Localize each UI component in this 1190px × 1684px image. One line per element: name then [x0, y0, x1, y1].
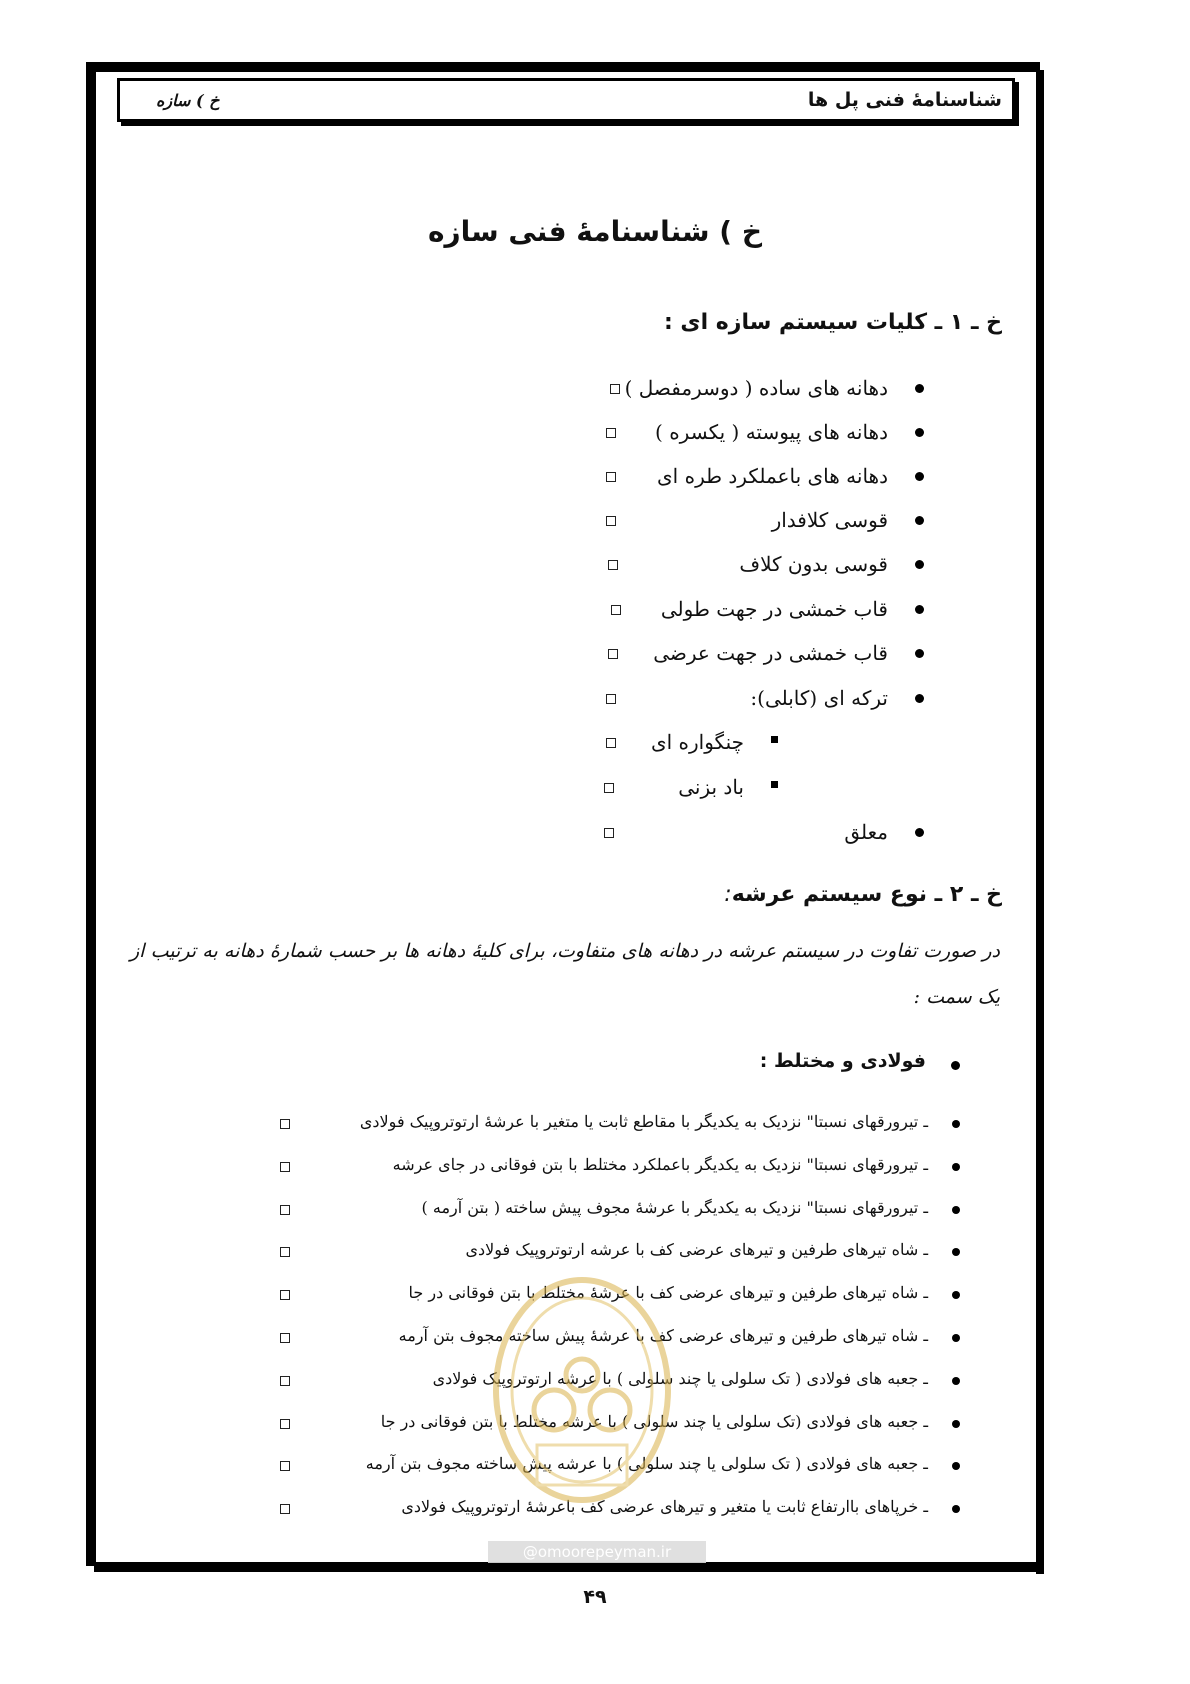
- bullet-icon: [952, 1377, 960, 1385]
- square-bullet-icon: [771, 736, 778, 743]
- page-frame-bottom: [94, 1562, 1044, 1572]
- section2-item: ـ شاه تیرهای طرفین و تیرهای عرضی کف با عرشه ارتوتروپیک فولادی: [465, 1240, 928, 1259]
- section2-item: ـ خرپاهای باارتفاع ثابت یا متغیر و تیرهای عرضی کف باعرشۀ ارتوتروپیک فولادی: [401, 1497, 928, 1516]
- bullet-icon: [952, 1420, 960, 1428]
- bullet-icon: [915, 828, 924, 837]
- bullet-icon: [915, 428, 924, 437]
- page-frame-top: [86, 62, 1040, 72]
- section2-item: ـ جعبه های فولادی ( تک سلولی یا چند سلولی ) با عرشه ارتوتروپیک فولادی: [432, 1369, 928, 1388]
- page-number: ۴۹: [583, 1586, 607, 1608]
- checkbox[interactable]: [280, 1290, 290, 1300]
- section1-item: دهانه های باعملکرد طره ای: [657, 464, 888, 488]
- section2-subheading: فولادی و مختلط :: [759, 1050, 926, 1072]
- section2-item: ـ تیرورقهای نسبتا" نزدیک به یکدیگر باعملکرد مختلط با بتن فوقانی در جای عرشه: [392, 1155, 928, 1174]
- bullet-icon: [915, 472, 924, 481]
- page-frame-left: [86, 62, 96, 1566]
- checkbox[interactable]: [280, 1333, 290, 1343]
- section2-item: ـ شاه تیرهای طرفین و تیرهای عرضی کف با عرشۀ مختلط با بتن فوقانی در جا: [408, 1283, 928, 1302]
- section2-heading-text: خ ـ ۲ ـ نوع سیستم عرشه: [731, 882, 1002, 907]
- bullet-icon: [952, 1248, 960, 1256]
- bullet-icon: [952, 1462, 960, 1470]
- section2-heading: [724, 882, 1002, 907]
- section2-item: ـ تیرورقهای نسبتا" نزدیک به یکدیگر با عرشۀ مجوف پیش ساخته ( بتن آرمه ): [421, 1198, 928, 1217]
- checkbox[interactable]: [280, 1376, 290, 1386]
- seal-watermark-icon: [482, 1270, 682, 1520]
- bullet-icon: [915, 560, 924, 569]
- checkbox[interactable]: [606, 516, 616, 526]
- section2-item: ـ جعبه های فولادی (تک سلولی یا چند سلولی ) با عرشه مختلط با بتن فوقانی در جا: [380, 1412, 928, 1431]
- checkbox[interactable]: [280, 1504, 290, 1514]
- section1-item: قوسی کلافدار: [771, 508, 888, 532]
- checkbox[interactable]: [280, 1205, 290, 1215]
- bullet-icon: [952, 1291, 960, 1299]
- checkbox[interactable]: [604, 828, 614, 838]
- section2-item: ـ تیرورقهای نسبتا" نزدیک به یکدیگر با مقاطع ثابت یا متغیر با عرشۀ ارتوتروپیک فولادی: [359, 1112, 928, 1131]
- section1-item: قاب خمشی در جهت عرضی: [653, 641, 888, 665]
- section1-item: قاب خمشی در جهت طولی: [660, 597, 888, 621]
- bullet-icon: [952, 1206, 960, 1214]
- section1-item: چنگواره ای: [650, 730, 744, 754]
- section1-item: باد بزنی: [678, 775, 744, 799]
- bullet-icon: [952, 1505, 960, 1513]
- bullet-icon: [952, 1120, 960, 1128]
- checkbox[interactable]: [280, 1461, 290, 1471]
- section1-item: دهانه های ساده ( دوسرمفصل ): [624, 376, 888, 400]
- bullet-icon: [915, 694, 924, 703]
- page-header: [117, 78, 1015, 122]
- checkbox[interactable]: [606, 694, 616, 704]
- bullet-icon: [952, 1163, 960, 1171]
- bullet-icon: [951, 1061, 960, 1070]
- section1-item: دهانه های پیوسته ( یکسره ): [655, 420, 888, 444]
- watermark-text: @omoorepeyman.ir: [488, 1541, 706, 1563]
- bullet-icon: [915, 605, 924, 614]
- section1-item: ترکه ای (کابلی):: [750, 686, 888, 710]
- section1-heading: خ ـ ۱ ـ کلیات سیستم سازه ای :: [663, 310, 1002, 335]
- checkbox[interactable]: [610, 384, 620, 394]
- checkbox[interactable]: [611, 605, 621, 615]
- bullet-icon: [915, 384, 924, 393]
- section2-item: ـ شاه تیرهای طرفین و تیرهای عرضی کف با عرشۀ پیش ساخته مجوف بتن آرمه: [398, 1326, 928, 1345]
- checkbox[interactable]: [606, 738, 616, 748]
- page-title: خ ) شناسنامۀ فنی سازه: [427, 215, 763, 248]
- checkbox[interactable]: [280, 1162, 290, 1172]
- page-frame-right: [1036, 70, 1044, 1574]
- section2-heading-colon: :: [724, 882, 732, 907]
- bullet-icon: [915, 649, 924, 658]
- header-title: شناسنامۀ فنی پل ها: [807, 89, 1002, 111]
- checkbox[interactable]: [606, 428, 616, 438]
- checkbox[interactable]: [608, 649, 618, 659]
- section1-item: قوسی بدون کلاف: [739, 552, 888, 576]
- checkbox[interactable]: [606, 472, 616, 482]
- bullet-icon: [952, 1334, 960, 1342]
- bullet-icon: [915, 516, 924, 525]
- header-section-label: خ ) سازه: [156, 90, 220, 110]
- checkbox[interactable]: [280, 1247, 290, 1257]
- section2-item: ـ جعبه های فولادی ( تک سلولی یا چند سلولی ) با عرشه پیش ساخته مجوف بتن آرمه: [365, 1454, 928, 1473]
- section1-item: معلق: [844, 820, 888, 844]
- section2-paragraph: در صورت تفاوت در سیستم عرشه در دهانه های متفاوت، برای کلیۀ دهانه ها بر حسب شمارۀ دهانه به ترتیب از یک سمت :: [130, 940, 1000, 1008]
- square-bullet-icon: [771, 781, 778, 788]
- checkbox[interactable]: [280, 1119, 290, 1129]
- checkbox[interactable]: [280, 1419, 290, 1429]
- checkbox[interactable]: [604, 783, 614, 793]
- checkbox[interactable]: [608, 560, 618, 570]
